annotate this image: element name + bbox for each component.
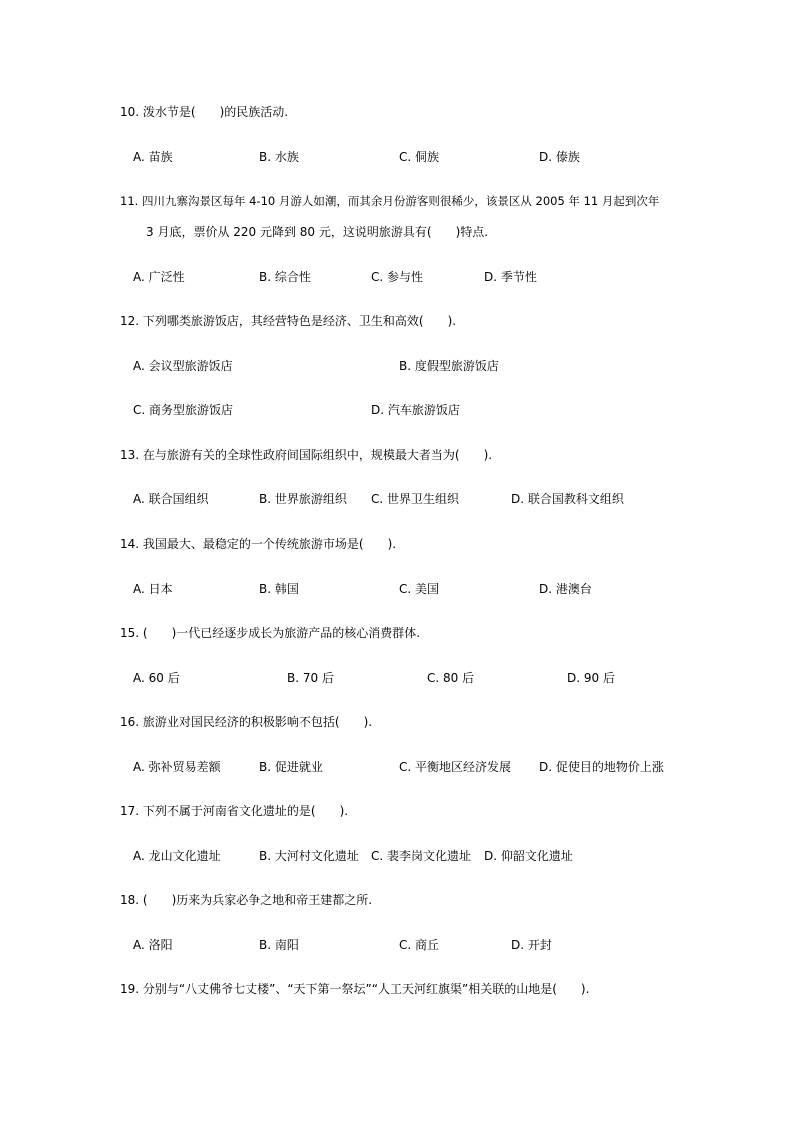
question-14-option-b: B. 韩国: [259, 582, 299, 596]
question-11-option-a: A. 广泛性: [133, 270, 185, 284]
question-10-option-a: A. 苗族: [133, 150, 173, 164]
question-16-stem: 16. 旅游业对国民经济的积极影响不包括( ).: [120, 715, 373, 729]
question-14-option-c: C. 美国: [399, 582, 440, 596]
question-17-option-a: A. 龙山文化遗址: [133, 849, 221, 863]
question-16-option-d: D. 促使目的地物价上涨: [539, 760, 664, 774]
question-11-option-c: C. 参与性: [371, 270, 424, 284]
question-17-option-b: B. 大河村文化遗址: [259, 849, 359, 863]
question-13-option-c: C. 世界卫生组织: [371, 492, 460, 506]
question-14-option-a: A. 日本: [133, 582, 173, 596]
question-12-option-c: C. 商务型旅游饭店: [133, 403, 234, 417]
question-13-stem: 13. 在与旅游有关的全球性政府间国际组织中，规模最大者当为( ).: [120, 448, 493, 462]
question-10-stem: 10. 泼水节是( )的民族活动.: [120, 105, 289, 119]
question-15-option-d: D. 90 后: [567, 671, 615, 685]
question-13-option-d: D. 联合国教科文组织: [511, 492, 624, 506]
question-12-option-a: A. 会议型旅游饭店: [133, 359, 233, 373]
question-13-option-b: B. 世界旅游组织: [259, 492, 347, 506]
question-11-option-d: D. 季节性: [484, 270, 537, 284]
question-17-option-d: D. 仰韶文化遗址: [484, 849, 573, 863]
question-15-option-c: C. 80 后: [427, 671, 475, 685]
question-16-option-c: C. 平衡地区经济发展: [399, 760, 512, 774]
question-11-stem-line-2: 3 月底，票价从 220 元降到 80 元，这说明旅游具有( )特点.: [146, 225, 489, 239]
question-18-option-b: B. 南阳: [259, 938, 299, 952]
question-17-option-c: C. 裴李岗文化遗址: [371, 849, 472, 863]
question-15-stem: 15. ( )一代已经逐步成长为旅游产品的核心消费群体.: [120, 626, 421, 640]
question-12-option-d: D. 汽车旅游饭店: [371, 403, 460, 417]
question-18-option-d: D. 开封: [511, 938, 552, 952]
question-15-option-a: A. 60 后: [133, 671, 180, 685]
question-17-stem: 17. 下列不属于河南省文化遗址的是( ).: [120, 804, 349, 818]
question-12-stem: 12. 下列哪类旅游饭店，其经营特色是经济、卫生和高效( ).: [120, 314, 457, 328]
question-11-option-b: B. 综合性: [259, 270, 311, 284]
question-19-stem: 19. 分别与“八丈佛爷七丈楼”、“天下第一祭坛”“人工天河红旗渠”相关联的山地是( ).: [120, 982, 590, 996]
question-18-stem: 18. ( )历来为兵家必争之地和帝王建都之所.: [120, 893, 373, 907]
question-11-stem-line-1: 11. 四川九寨沟景区每年 4-10 月游人如潮，而其余月份游客则很稀少，该景区从 2005 年 11 月起到次年: [120, 194, 660, 208]
question-10-option-d: D. 傣族: [539, 150, 580, 164]
question-16-option-a: A. 弥补贸易差额: [133, 760, 221, 774]
question-14-stem: 14. 我国最大、最稳定的一个传统旅游市场是( ).: [120, 537, 397, 551]
question-13-option-a: A. 联合国组织: [133, 492, 209, 506]
question-12-option-b: B. 度假型旅游饭店: [399, 359, 499, 373]
question-14-option-d: D. 港澳台: [539, 582, 592, 596]
question-18-option-a: A. 洛阳: [133, 938, 173, 952]
question-16-option-b: B. 促进就业: [259, 760, 323, 774]
question-10-option-c: C. 侗族: [399, 150, 440, 164]
question-15-option-b: B. 70 后: [287, 671, 334, 685]
question-18-option-c: C. 商丘: [399, 938, 440, 952]
question-10-option-b: B. 水族: [259, 150, 299, 164]
